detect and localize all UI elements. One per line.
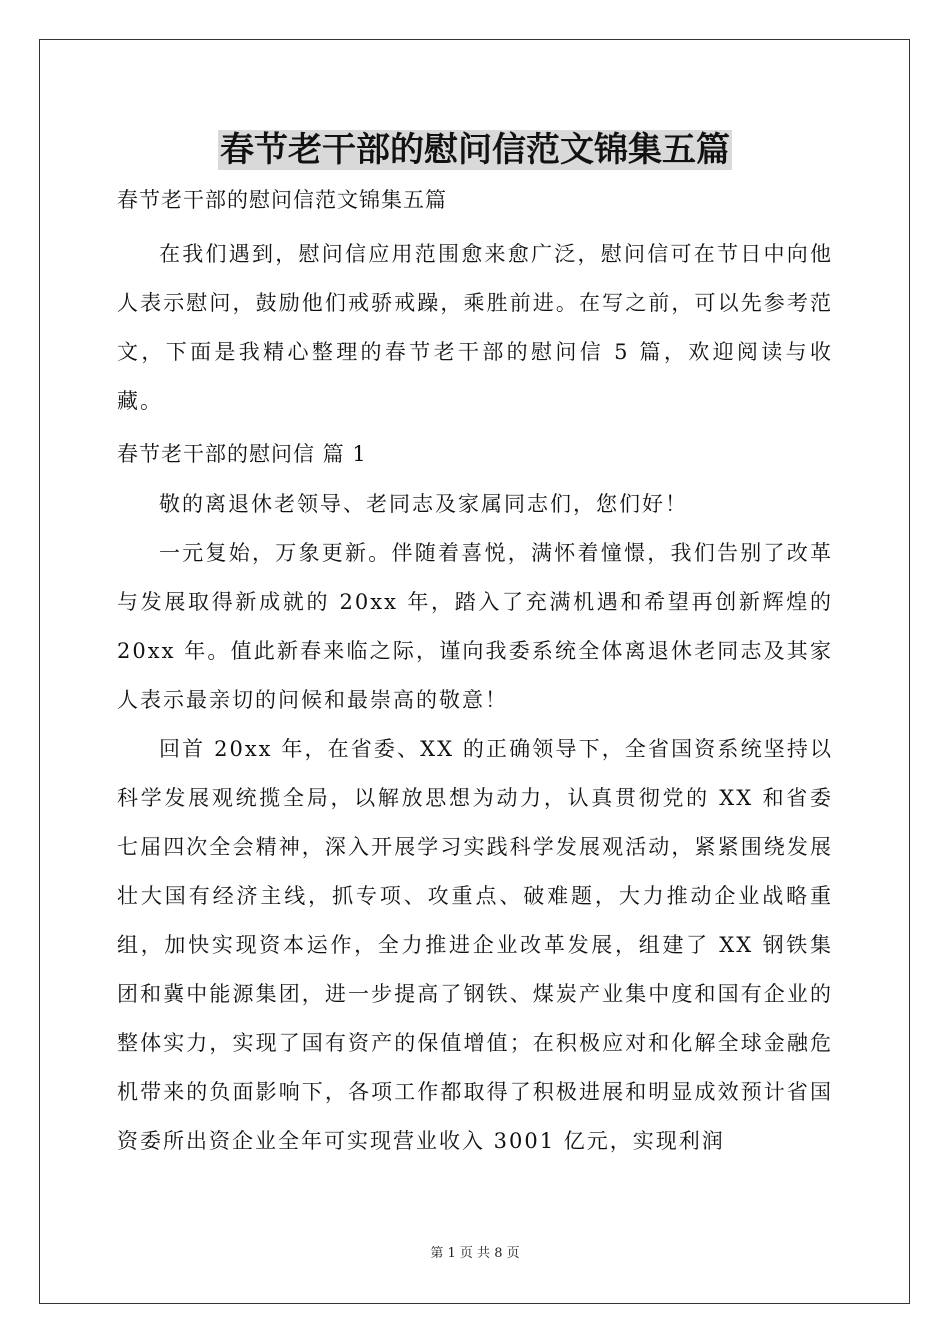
body-paragraph: 一元复始，万象更新。伴随着喜悦，满怀着憧憬，我们告别了改革与发展取得新成就的 20xx 年，踏入了充满机遇和希望再创新辉煌的 20xx 年。值此新春来临之际，谨向我委系统全体离退休老同志及其家人表示最亲切的问候和最崇高的敬意！ (117, 541, 833, 712)
body-paragraph: 敬的离退休老领导、老同志及家属同志们，您们好！ (159, 492, 688, 516)
document-title-text: 春节老干部的慰问信范文锦集五篇 (220, 130, 730, 170)
intro-paragraph: 在我们遇到，慰问信应用范围愈来愈广泛，慰问信可在节日中向他人表示慰问，鼓励他们戒骄戒躁，乘胜前进。在写之前，可以先参考范文，下面是我精心整理的春节老干部的慰问信 5 篇，欢迎阅读与收藏。 (117, 242, 833, 413)
document-title (0, 126, 950, 174)
section-heading: 春节老干部的慰问信 篇 1 (117, 442, 367, 466)
document-subtitle: 春节老干部的慰问信范文锦集五篇 (117, 188, 447, 212)
body-paragraph: 回首 20xx 年，在省委、XX 的正确领导下，全省国资系统坚持以科学发展观统揽全局，以解放思想为动力，认真贯彻党的 XX 和省委七届四次全会精神，深入开展学习实践科学发展观活动，紧紧围绕发展壮大国有经济主线，抓专项、攻重点、破难题，大力推动企业战略重组，加快实现资本运作，全力推进企业改革发展，组建了 XX 钢铁集团和冀中能源集团，进一步提高了钢铁、煤炭产业集中度和国有企业的整体实力，实现了国有资产的保值增值；在积极应对和化解全球金融危机带来的负面影响下，各项工作都取得了积极进展和明显成效预计省国资委所出资企业全年可实现营业收入 3001 亿元，实现利润 (117, 737, 833, 1153)
document-body (117, 180, 833, 1166)
page-number: 第 1 页 共 8 页 (430, 1246, 520, 1261)
